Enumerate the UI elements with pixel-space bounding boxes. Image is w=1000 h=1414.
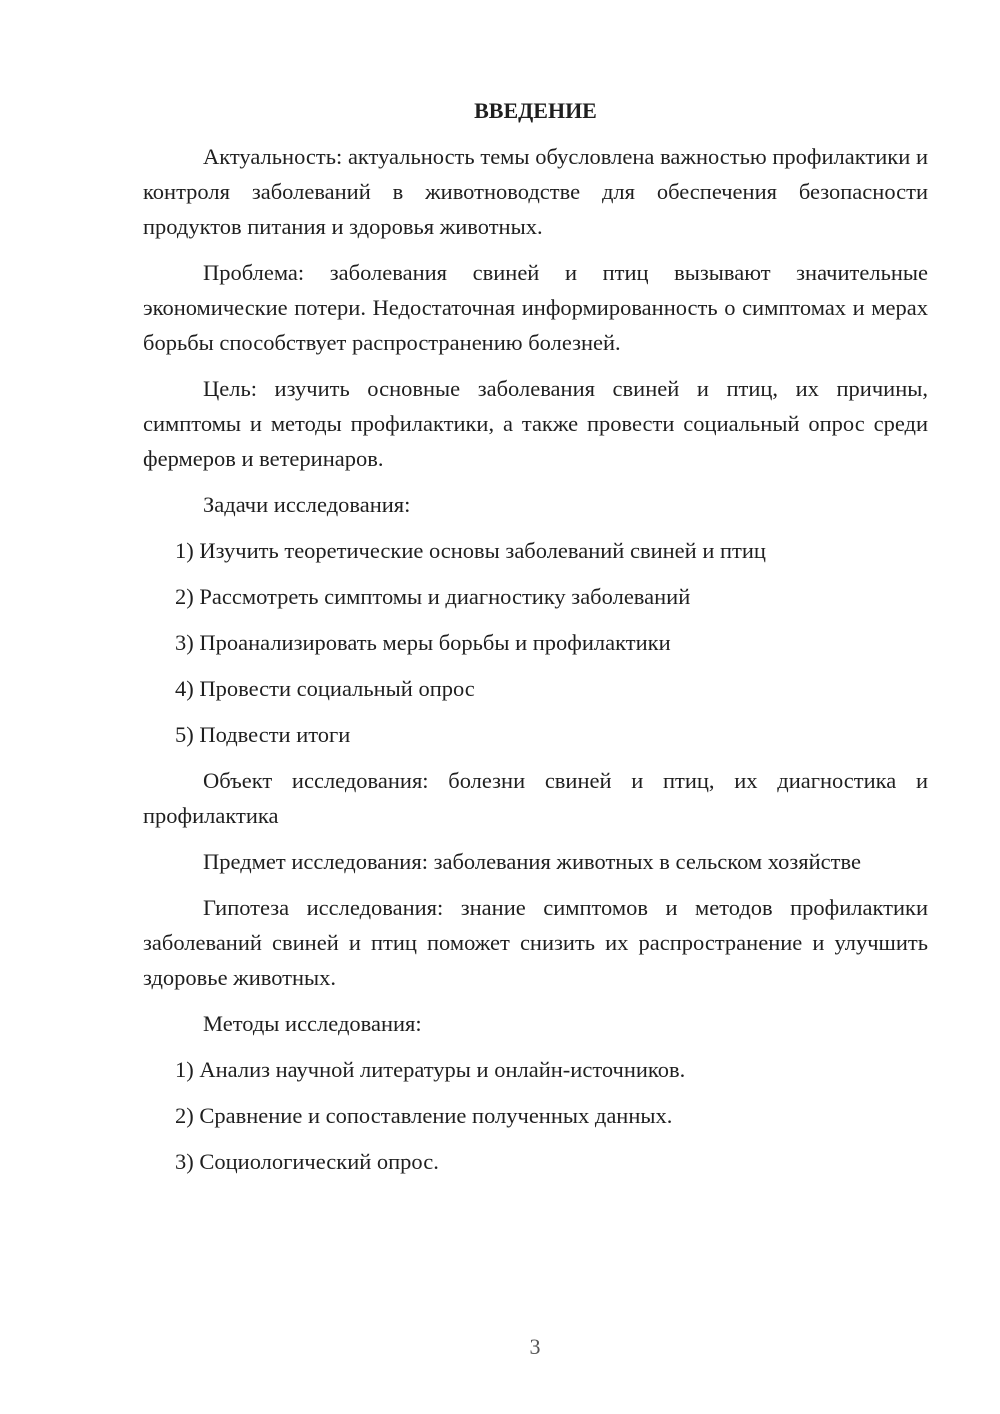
hypothesis-paragraph: Гипотеза исследования: знание симптомов и методов профилактики заболеваний свиней и птиц поможет снизить их распространение и улучшить здоровье животных. bbox=[143, 895, 928, 990]
method-item: 3) Социологический опрос. bbox=[175, 1149, 439, 1174]
method-item: 1) Анализ научной литературы и онлайн-источников. bbox=[175, 1057, 686, 1082]
task-item: 2) Рассмотреть симптомы и диагностику заболеваний bbox=[175, 584, 691, 609]
relevance-paragraph: Актуальность: актуальность темы обусловлена важностью профилактики и контроля заболеваний в животноводстве для обеспечения безопасности продуктов питания и здоровья животных. bbox=[143, 144, 928, 239]
goal-paragraph: Цель: изучить основные заболевания свиней и птиц, их причины, симптомы и методы профилактики, а также провести социальный опрос среди фермеров и ветеринаров. bbox=[143, 376, 928, 471]
page-content bbox=[143, 93, 928, 1190]
tasks-title: Задачи исследования: bbox=[203, 492, 411, 517]
task-item: 1) Изучить теоретические основы заболеваний свиней и птиц bbox=[175, 538, 766, 563]
problem-paragraph: Проблема: заболевания свиней и птиц вызывают значительные экономические потери. Недостаточная информированность о симптомах и мерах борьбы способствует распространению болезней. bbox=[143, 260, 928, 355]
task-item: 4) Провести социальный опрос bbox=[175, 676, 475, 701]
task-item: 3) Проанализировать меры борьбы и профилактики bbox=[175, 630, 671, 655]
task-item: 5) Подвести итоги bbox=[175, 722, 351, 747]
page-number: 3 bbox=[529, 1334, 541, 1359]
object-paragraph: Объект исследования: болезни свиней и птиц, их диагностика и профилактика bbox=[143, 768, 928, 828]
methods-title: Методы исследования: bbox=[203, 1011, 422, 1036]
subject-paragraph: Предмет исследования: заболевания животных в сельском хозяйстве bbox=[203, 849, 861, 874]
section-heading: ВВЕДЕНИЕ bbox=[474, 98, 597, 123]
method-item: 2) Сравнение и сопоставление полученных данных. bbox=[175, 1103, 673, 1128]
